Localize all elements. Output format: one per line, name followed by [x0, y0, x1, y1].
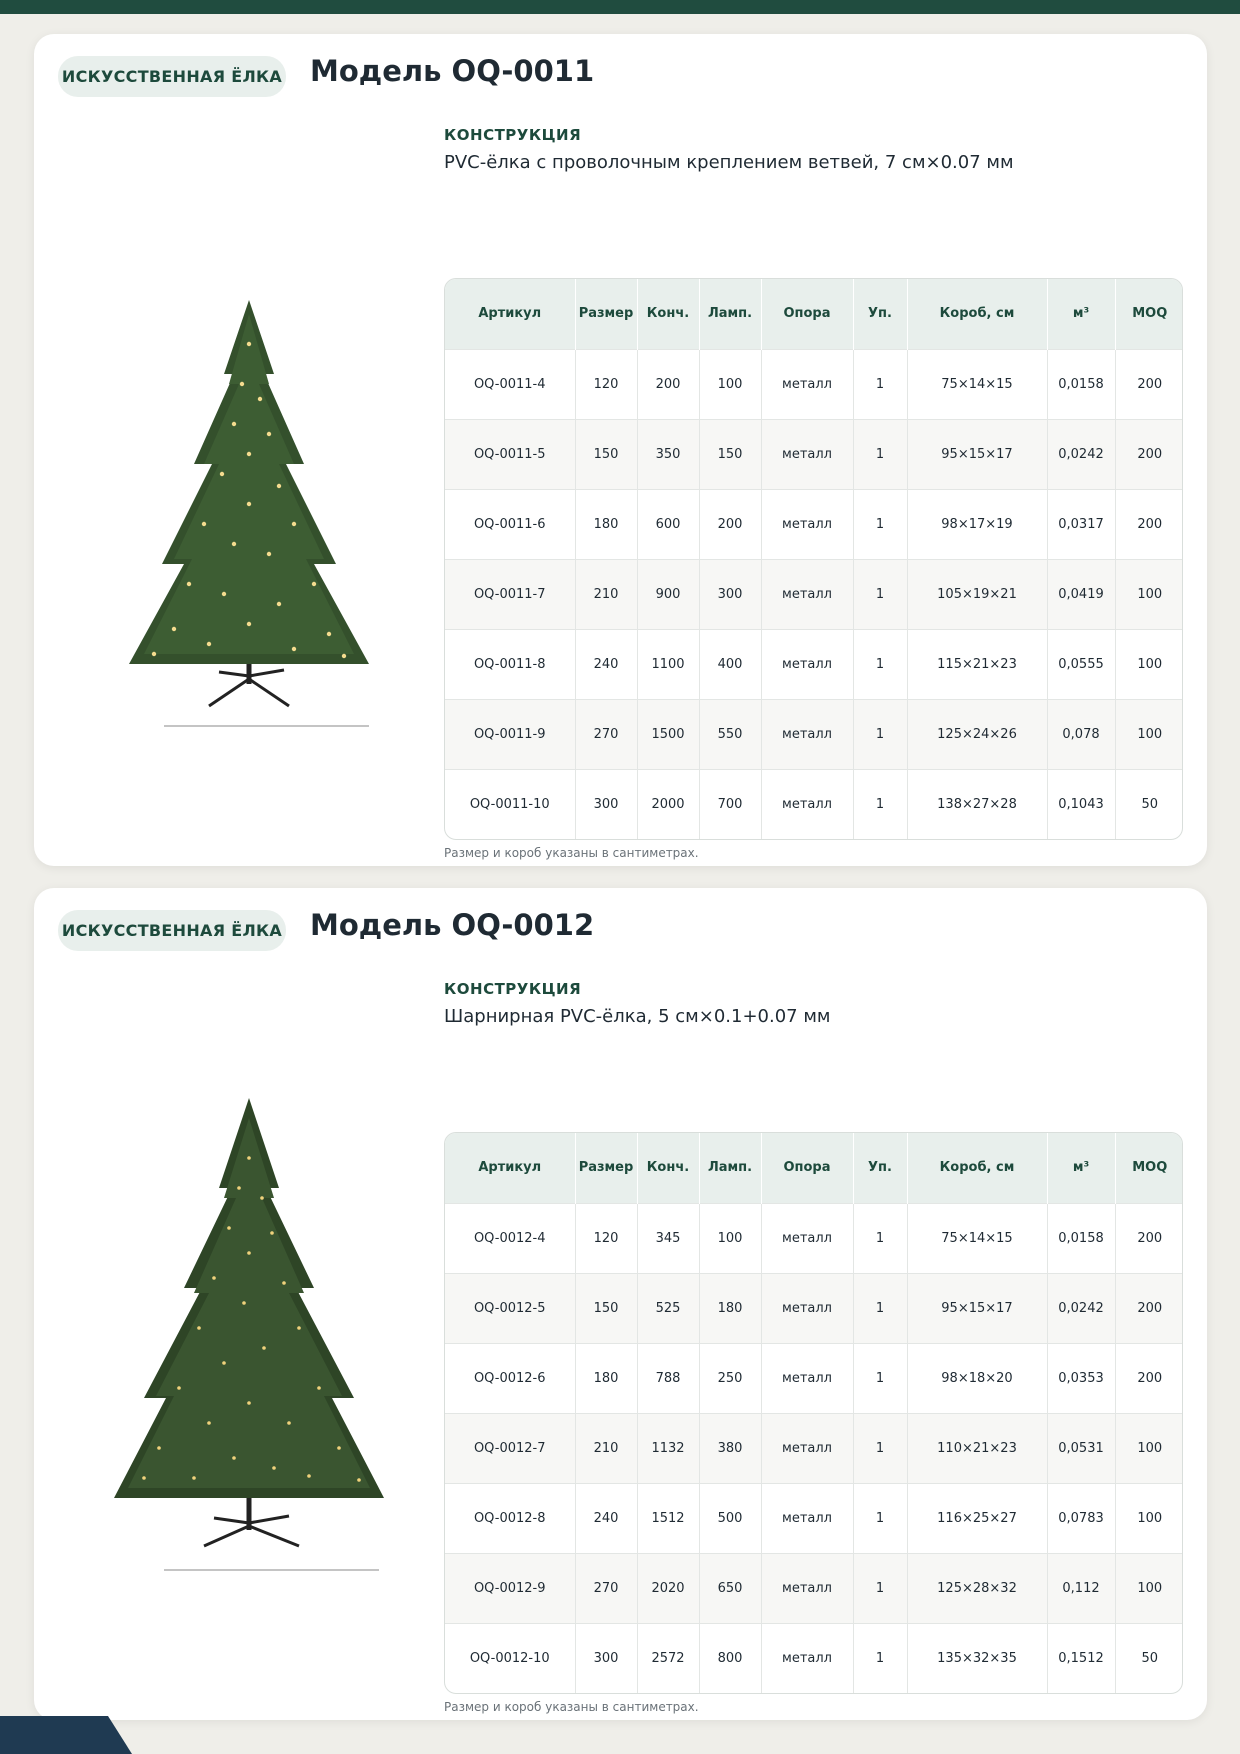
- col-header: Короб, см: [907, 1133, 1047, 1203]
- table-cell: OQ-0011-4: [445, 349, 575, 419]
- table-cell: 0,0353: [1047, 1343, 1115, 1413]
- table-cell: 200: [1115, 1203, 1183, 1273]
- table-cell: металл: [761, 1483, 853, 1553]
- construction-description: Шарнирная PVC-ёлка, 5 см×0.1+0.07 мм: [444, 1006, 831, 1027]
- table-cell: 0,0419: [1047, 559, 1115, 629]
- table-cell: 240: [575, 1483, 637, 1553]
- col-header: Конч.: [637, 279, 699, 349]
- table-cell: 300: [575, 1623, 637, 1693]
- table-cell: 115×21×23: [907, 629, 1047, 699]
- table-row: [445, 1553, 1183, 1623]
- table-cell: OQ-0011-9: [445, 699, 575, 769]
- table-cell: 100: [699, 349, 761, 419]
- corner-decoration: [0, 1716, 132, 1754]
- table-cell: 100: [699, 1203, 761, 1273]
- table-row: [445, 419, 1183, 489]
- table-cell: 250: [699, 1343, 761, 1413]
- table-cell: 0,0242: [1047, 419, 1115, 489]
- table-cell: 0,112: [1047, 1553, 1115, 1623]
- table-cell: 1: [853, 1343, 907, 1413]
- table-cell: 1: [853, 1203, 907, 1273]
- table-cell: металл: [761, 1203, 853, 1273]
- table-cell: OQ-0012-9: [445, 1553, 575, 1623]
- table-cell: 98×17×19: [907, 489, 1047, 559]
- table-cell: 1: [853, 1413, 907, 1483]
- table-cell: OQ-0012-7: [445, 1413, 575, 1483]
- christmas-tree-illustration: [74, 1078, 424, 1598]
- table-row: [445, 629, 1183, 699]
- table-cell: 1100: [637, 629, 699, 699]
- table-cell: 400: [699, 629, 761, 699]
- table-cell: 135×32×35: [907, 1623, 1047, 1693]
- col-header: MOQ: [1115, 1133, 1183, 1203]
- table-cell: OQ-0012-8: [445, 1483, 575, 1553]
- table-cell: 525: [637, 1273, 699, 1343]
- table-cell: 210: [575, 559, 637, 629]
- table-cell: 150: [575, 1273, 637, 1343]
- table-row: [445, 1203, 1183, 1273]
- col-header: Опора: [761, 279, 853, 349]
- table-cell: 2000: [637, 769, 699, 839]
- table-cell: 270: [575, 1553, 637, 1623]
- table-cell: 200: [699, 489, 761, 559]
- table-cell: 0,0158: [1047, 1203, 1115, 1273]
- col-header: Ламп.: [699, 1133, 761, 1203]
- table-row: [445, 1343, 1183, 1413]
- table-cell: 100: [1115, 1553, 1183, 1623]
- col-header: Ламп.: [699, 279, 761, 349]
- col-header: м³: [1047, 279, 1115, 349]
- table-cell: 200: [1115, 1273, 1183, 1343]
- table-cell: 500: [699, 1483, 761, 1553]
- table-row: [445, 1413, 1183, 1483]
- table-cell: металл: [761, 489, 853, 559]
- col-header: Опора: [761, 1133, 853, 1203]
- table-cell: 2020: [637, 1553, 699, 1623]
- table-cell: 1: [853, 489, 907, 559]
- table-cell: 1512: [637, 1483, 699, 1553]
- table-cell: 180: [699, 1273, 761, 1343]
- table-cell: 700: [699, 769, 761, 839]
- table-cell: 300: [699, 559, 761, 629]
- table-cell: OQ-0012-4: [445, 1203, 575, 1273]
- table-cell: 900: [637, 559, 699, 629]
- col-header: Уп.: [853, 1133, 907, 1203]
- specs-table: [444, 278, 1183, 840]
- table-cell: 0,0158: [1047, 349, 1115, 419]
- table-cell: 95×15×17: [907, 1273, 1047, 1343]
- table-cell: 100: [1115, 1413, 1183, 1483]
- table-footnote: Размер и короб указаны в сантиметрах.: [444, 846, 699, 860]
- table-cell: 125×28×32: [907, 1553, 1047, 1623]
- table-body: [445, 1203, 1183, 1693]
- table-cell: 788: [637, 1343, 699, 1413]
- table-cell: 180: [575, 489, 637, 559]
- table-cell: 200: [1115, 349, 1183, 419]
- table-cell: металл: [761, 349, 853, 419]
- table-cell: 550: [699, 699, 761, 769]
- top-accent-bar: [0, 0, 1240, 14]
- table-cell: 0,0317: [1047, 489, 1115, 559]
- table-cell: 1: [853, 699, 907, 769]
- table-cell: 150: [699, 419, 761, 489]
- table-cell: OQ-0011-8: [445, 629, 575, 699]
- table-cell: 300: [575, 769, 637, 839]
- col-header: Размер: [575, 279, 637, 349]
- table-row: [445, 1273, 1183, 1343]
- table-cell: 1: [853, 1553, 907, 1623]
- product-card-oq-0011: [34, 34, 1207, 866]
- table-cell: 0,1512: [1047, 1623, 1115, 1693]
- col-header: м³: [1047, 1133, 1115, 1203]
- table-cell: 0,078: [1047, 699, 1115, 769]
- construction-label: КОНСТРУКЦИЯ: [444, 126, 582, 144]
- table-cell: 100: [1115, 1483, 1183, 1553]
- table-cell: 1132: [637, 1413, 699, 1483]
- table-row: [445, 769, 1183, 839]
- product-title: Модель OQ-0012: [310, 908, 595, 942]
- table-cell: 1500: [637, 699, 699, 769]
- table-cell: 180: [575, 1343, 637, 1413]
- table-cell: 1: [853, 1273, 907, 1343]
- table-cell: 75×14×15: [907, 349, 1047, 419]
- table-cell: 200: [1115, 419, 1183, 489]
- table-footnote: Размер и короб указаны в сантиметрах.: [444, 1700, 699, 1714]
- christmas-tree-illustration: [74, 224, 424, 744]
- table-cell: 50: [1115, 769, 1183, 839]
- table-cell: 650: [699, 1553, 761, 1623]
- table-header-row: [445, 1133, 1183, 1203]
- table-row: [445, 1483, 1183, 1553]
- table-row: [445, 559, 1183, 629]
- table-cell: OQ-0011-6: [445, 489, 575, 559]
- table-row: [445, 489, 1183, 559]
- table-cell: OQ-0011-7: [445, 559, 575, 629]
- table-cell: металл: [761, 1553, 853, 1623]
- table-cell: OQ-0011-10: [445, 769, 575, 839]
- category-badge: ИСКУССТВЕННАЯ ЁЛКА: [58, 56, 286, 97]
- col-header: Артикул: [445, 279, 575, 349]
- table-cell: 0,0555: [1047, 629, 1115, 699]
- table-cell: металл: [761, 1623, 853, 1693]
- construction-description: PVC-ёлка с проволочным креплением ветвей, 7 см×0.07 мм: [444, 152, 1014, 173]
- table-cell: 800: [699, 1623, 761, 1693]
- table-cell: 0,0242: [1047, 1273, 1115, 1343]
- table-cell: 120: [575, 1203, 637, 1273]
- table-cell: 110×21×23: [907, 1413, 1047, 1483]
- table-cell: 1: [853, 349, 907, 419]
- table-cell: 600: [637, 489, 699, 559]
- table-cell: 240: [575, 629, 637, 699]
- table-cell: OQ-0012-10: [445, 1623, 575, 1693]
- table-cell: 125×24×26: [907, 699, 1047, 769]
- table-cell: 270: [575, 699, 637, 769]
- table-cell: металл: [761, 629, 853, 699]
- table-cell: 150: [575, 419, 637, 489]
- table-cell: 138×27×28: [907, 769, 1047, 839]
- table-cell: OQ-0012-6: [445, 1343, 575, 1413]
- table-cell: 0,0783: [1047, 1483, 1115, 1553]
- table-cell: 1: [853, 559, 907, 629]
- table-row: [445, 1623, 1183, 1693]
- table-cell: металл: [761, 1413, 853, 1483]
- table-cell: 200: [637, 349, 699, 419]
- table-cell: 200: [1115, 1343, 1183, 1413]
- table-cell: 2572: [637, 1623, 699, 1693]
- table-cell: OQ-0012-5: [445, 1273, 575, 1343]
- table-cell: 95×15×17: [907, 419, 1047, 489]
- table-header-row: [445, 279, 1183, 349]
- table-cell: 1: [853, 1483, 907, 1553]
- table-cell: 100: [1115, 559, 1183, 629]
- table-cell: 98×18×20: [907, 1343, 1047, 1413]
- table-cell: 350: [637, 419, 699, 489]
- table-body: [445, 349, 1183, 839]
- col-header: Короб, см: [907, 279, 1047, 349]
- construction-label: КОНСТРУКЦИЯ: [444, 980, 582, 998]
- table-cell: 120: [575, 349, 637, 419]
- table-cell: металл: [761, 1273, 853, 1343]
- table-cell: 1: [853, 629, 907, 699]
- table-cell: OQ-0011-5: [445, 419, 575, 489]
- table-cell: 100: [1115, 629, 1183, 699]
- table-cell: 75×14×15: [907, 1203, 1047, 1273]
- table-cell: 200: [1115, 489, 1183, 559]
- col-header: MOQ: [1115, 279, 1183, 349]
- product-card-oq-0012: [34, 888, 1207, 1720]
- table-row: [445, 699, 1183, 769]
- table-cell: 0,0531: [1047, 1413, 1115, 1483]
- table-cell: 0,1043: [1047, 769, 1115, 839]
- table-cell: металл: [761, 559, 853, 629]
- col-header: Конч.: [637, 1133, 699, 1203]
- table-cell: 1: [853, 769, 907, 839]
- table-cell: металл: [761, 769, 853, 839]
- table-cell: 1: [853, 1623, 907, 1693]
- table-cell: металл: [761, 1343, 853, 1413]
- table-cell: металл: [761, 699, 853, 769]
- table-cell: 1: [853, 419, 907, 489]
- table-row: [445, 349, 1183, 419]
- product-image-tree: [74, 224, 424, 744]
- table-cell: 380: [699, 1413, 761, 1483]
- table-cell: 100: [1115, 699, 1183, 769]
- table-cell: 50: [1115, 1623, 1183, 1693]
- table-cell: 345: [637, 1203, 699, 1273]
- table-cell: металл: [761, 419, 853, 489]
- category-badge: ИСКУССТВЕННАЯ ЁЛКА: [58, 910, 286, 951]
- col-header: Уп.: [853, 279, 907, 349]
- col-header: Артикул: [445, 1133, 575, 1203]
- col-header: Размер: [575, 1133, 637, 1203]
- table-cell: 116×25×27: [907, 1483, 1047, 1553]
- table-cell: 210: [575, 1413, 637, 1483]
- product-image-tree: [74, 1078, 424, 1598]
- specs-table: [444, 1132, 1183, 1694]
- product-title: Модель OQ-0011: [310, 54, 595, 88]
- table-cell: 105×19×21: [907, 559, 1047, 629]
